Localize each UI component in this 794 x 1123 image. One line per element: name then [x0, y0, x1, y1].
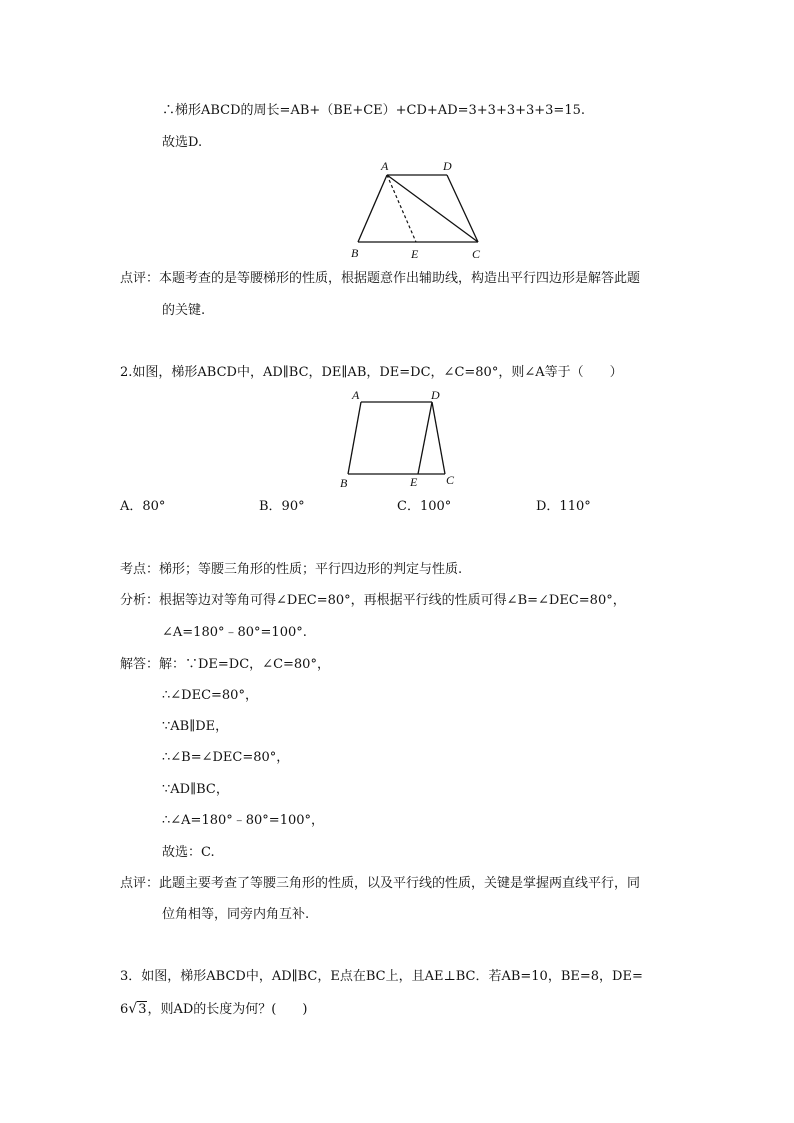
- vertex-label-C: C: [472, 247, 481, 261]
- jieda-line-6: ∴∠A=180°﹣80°=100°，: [162, 813, 325, 828]
- fenxi-line-1: 分析：根据等边对等角可得∠DEC=80°，再根据平行线的性质可得∠B=∠DEC=80°，: [120, 593, 626, 608]
- coefficient: 6: [120, 1002, 129, 1017]
- option-b: B．90°: [259, 499, 305, 514]
- dianping-line-2: 位角相等，同旁内角互补.: [162, 907, 310, 922]
- question-3-stem-line-2: [120, 1000, 307, 1019]
- stem-tail: ，则AD的长度为何？( ): [147, 1002, 308, 1017]
- fenxi-line-2: ∠A=180°﹣80°=100°.: [162, 625, 307, 640]
- jieda-line-5: ∵AD∥BC，: [162, 782, 229, 797]
- vertex-label-D: D: [443, 159, 452, 173]
- question-2-stem: 2.如图，梯形ABCD中，AD∥BC，DE∥AB，DE=DC，∠C=80°，则∠A等于（ ）: [120, 365, 623, 380]
- vertex-label-D: D: [431, 388, 440, 402]
- jieda-line-2: ∴∠DEC=80°，: [162, 688, 258, 703]
- solution-line-choice: 故选D.: [162, 135, 203, 150]
- option-d: D．110°: [536, 499, 591, 514]
- comment-line-2: 的关键.: [162, 303, 206, 318]
- vertex-label-C: C: [446, 473, 455, 487]
- vertex-label-A: A: [352, 388, 360, 402]
- jieda-line-3: ∵AB∥DE，: [162, 719, 229, 734]
- solution-line-perimeter: ∴梯形ABCD的周长=AB+（BE+CE）+CD+AD=3+3+3+3+3=15.: [162, 103, 586, 118]
- vertex-label-B: B: [340, 476, 348, 490]
- dianping-line-1: 点评：此题主要考查了等腰三角形的性质，以及平行线的性质，关键是掌握两直线平行，同: [120, 876, 641, 891]
- vertex-label-A: A: [381, 159, 389, 173]
- vertex-label-B: B: [351, 246, 359, 260]
- trapezoid-figure-2: [335, 386, 465, 490]
- sqrt-radical: √3: [128, 1001, 147, 1017]
- comment-line-1: 点评：本题考查的是等腰梯形的性质，根据题意作出辅助线，构造出平行四边形是解答此题: [120, 271, 641, 286]
- vertex-label-E: E: [411, 247, 419, 261]
- jieda-line-1: 解答：解：∵DE=DC，∠C=80°，: [120, 657, 330, 672]
- option-a: A．80°: [120, 499, 166, 514]
- radicand: 3: [138, 1002, 147, 1017]
- jieda-line-7: 故选：C.: [162, 845, 215, 860]
- option-c: C．100°: [397, 499, 452, 514]
- kaodian-line: 考点：梯形；等腰三角形的性质；平行四边形的判定与性质.: [120, 562, 463, 577]
- vertex-label-E: E: [410, 475, 418, 489]
- question-3-stem-line-1: 3．如图，梯形ABCD中，AD∥BC，E点在BC上，且AE⊥BC．若AB=10，BE=8，DE=: [120, 969, 643, 984]
- jieda-line-4: ∴∠B=∠DEC=80°，: [162, 750, 290, 765]
- trapezoid-figure-1: [345, 156, 495, 264]
